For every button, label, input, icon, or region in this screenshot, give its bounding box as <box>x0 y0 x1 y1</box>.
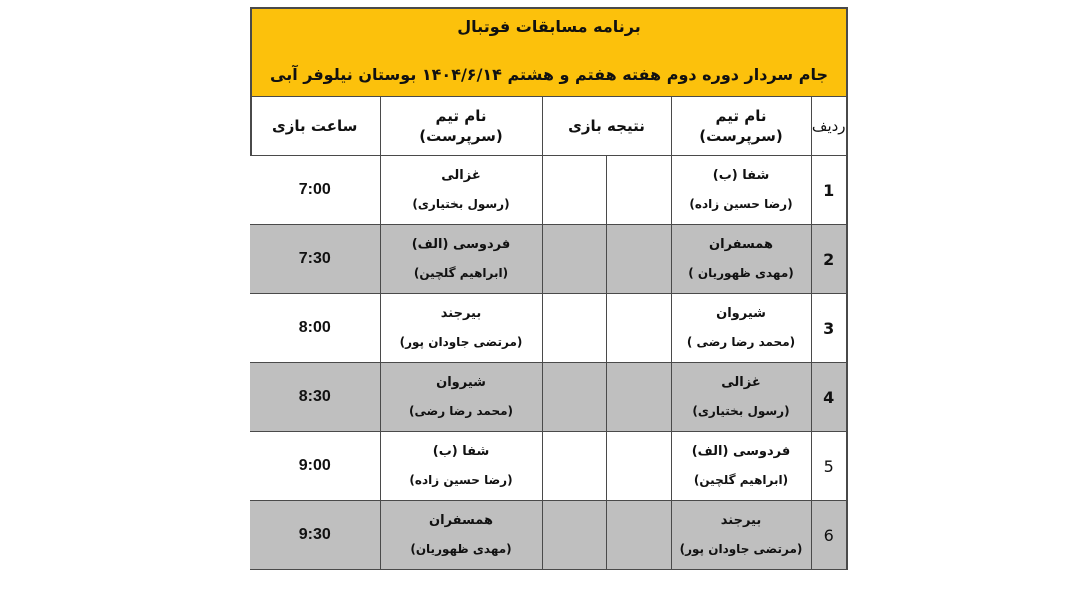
score-b-cell <box>542 432 606 501</box>
team-b-name: فردوسی (الف) <box>411 237 511 252</box>
team-b-cell <box>380 363 542 432</box>
team-b-coach: (رضا حسین زاده) <box>409 473 513 487</box>
title-main: برنامه مسابقات فوتبال <box>457 17 641 36</box>
team-a-name: فردوسی (الف) <box>691 444 791 459</box>
table-row <box>250 501 846 570</box>
team-b-name: بیرجند <box>440 306 482 321</box>
header-team-b-coach: (سرپرست) <box>419 127 503 145</box>
team-a-cell <box>671 432 811 501</box>
match-time: 7:30 <box>250 225 380 294</box>
score-a-cell <box>606 432 671 501</box>
team-a-cell <box>671 294 811 363</box>
title-banner <box>252 9 846 97</box>
score-b-cell <box>542 501 606 570</box>
team-a-coach: (مرتضی جاودان پور) <box>679 542 803 556</box>
header-row-number: ردیف <box>811 97 846 156</box>
team-a-coach: (رضا حسین زاده) <box>689 197 793 211</box>
header-team-b <box>380 97 542 156</box>
team-a-cell <box>671 501 811 570</box>
score-b-cell <box>542 294 606 363</box>
row-number: 5 <box>811 432 846 501</box>
team-b-cell <box>380 225 542 294</box>
team-b-name: غزالی <box>441 168 481 183</box>
header-team-b-name: نام تیم <box>435 107 487 125</box>
team-a-cell <box>671 156 811 225</box>
table-row <box>250 432 846 501</box>
team-a-coach: (ابراهیم گلچین) <box>693 473 789 487</box>
team-a-name: شیروان <box>716 306 766 321</box>
team-a-name: همسفران <box>709 237 773 252</box>
team-a-name: شفا (ب) <box>712 168 770 183</box>
team-b-coach: (رسول بختیاری) <box>412 197 510 211</box>
team-b-coach: (ابراهیم گلچین) <box>413 266 509 280</box>
score-b-cell <box>542 363 606 432</box>
team-b-cell <box>380 432 542 501</box>
row-number: 2 <box>811 225 846 294</box>
table-header-row <box>250 97 846 156</box>
table-row <box>250 156 846 225</box>
team-b-name: شیروان <box>436 375 486 390</box>
team-a-coach: (مهدی ظهوریان ) <box>688 266 794 280</box>
team-b-name: شفا (ب) <box>432 444 490 459</box>
match-time: 9:00 <box>250 432 380 501</box>
score-a-cell <box>606 363 671 432</box>
match-time: 9:30 <box>250 501 380 570</box>
team-a-name: غزالی <box>721 375 761 390</box>
header-result: نتیجه بازی <box>542 97 671 156</box>
match-time: 7:00 <box>250 156 380 225</box>
team-a-cell <box>671 363 811 432</box>
score-a-cell <box>606 156 671 225</box>
team-b-coach: (مهدی ظهوریان) <box>410 542 512 556</box>
score-b-cell <box>542 156 606 225</box>
score-b-cell <box>542 225 606 294</box>
team-a-cell <box>671 225 811 294</box>
table-row <box>250 363 846 432</box>
table-row <box>250 225 846 294</box>
row-number: 6 <box>811 501 846 570</box>
team-a-name: بیرجند <box>720 513 762 528</box>
team-a-coach: (محمد رضا رضی ) <box>686 335 796 349</box>
match-time: 8:30 <box>250 363 380 432</box>
header-time: ساعت بازی <box>250 97 380 156</box>
row-number: 4 <box>811 363 846 432</box>
team-b-coach: (محمد رضا رضی) <box>408 404 514 418</box>
header-team-a-name: نام تیم <box>715 107 767 125</box>
match-time: 8:00 <box>250 294 380 363</box>
schedule-sheet <box>250 7 848 570</box>
score-a-cell <box>606 225 671 294</box>
team-b-coach: (مرتضی جاودان پور) <box>399 335 523 349</box>
team-b-name: همسفران <box>429 513 493 528</box>
header-team-a-coach: (سرپرست) <box>699 127 783 145</box>
team-b-cell <box>380 294 542 363</box>
team-a-coach: (رسول بختیاری) <box>692 404 790 418</box>
table-row <box>250 294 846 363</box>
header-team-a <box>671 97 811 156</box>
match-table <box>250 97 846 569</box>
score-a-cell <box>606 294 671 363</box>
title-subtitle: جام سردار دوره دوم هفته هفتم و هشتم ۱۴۰۴/۶/۱۴ بوستان نیلوفر آبی <box>270 65 828 84</box>
team-b-cell <box>380 156 542 225</box>
team-b-cell <box>380 501 542 570</box>
score-a-cell <box>606 501 671 570</box>
row-number: 3 <box>811 294 846 363</box>
row-number: 1 <box>811 156 846 225</box>
